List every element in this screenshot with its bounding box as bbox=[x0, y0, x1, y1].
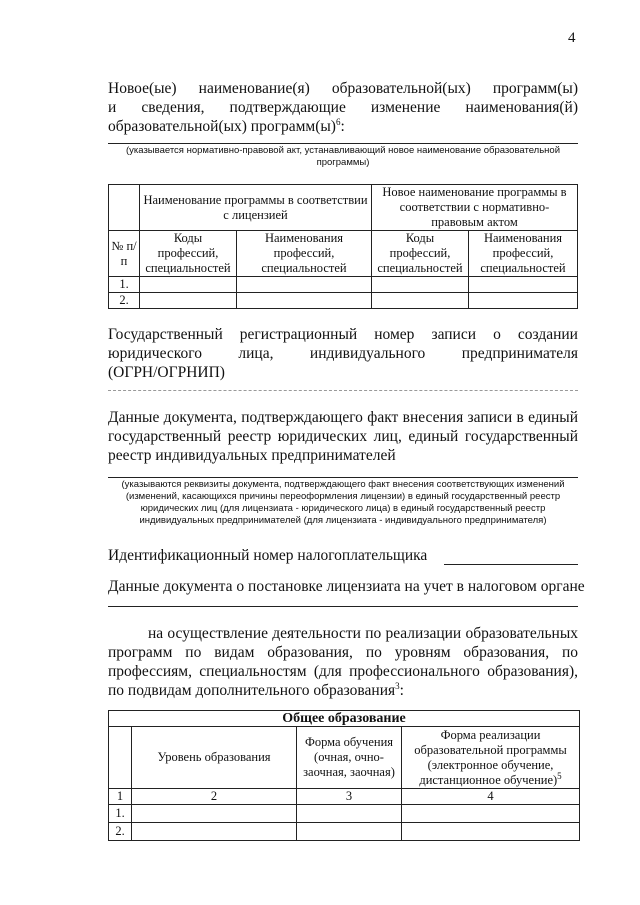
activity-text: на осуществление деятельности по реализации образовательных программ по видам образования, по уровням образования, по профессиям, специальностям (для профессионального образования), по подвидам дополнительного образования bbox=[108, 625, 578, 699]
heading-line-3 bbox=[108, 117, 578, 136]
word: сведения, bbox=[141, 99, 205, 116]
col-implementation-text: Форма реализации образовательной программы (электронное обучение, дистанционное обучение) bbox=[414, 727, 567, 787]
word: изменение bbox=[370, 99, 441, 116]
program-names-table bbox=[108, 184, 578, 309]
tax-input-line[interactable] bbox=[108, 606, 578, 607]
table-title: Общее образование bbox=[109, 711, 580, 727]
table-row bbox=[109, 293, 578, 309]
word: предпринимателя bbox=[461, 345, 578, 362]
group-header-new-name: Новое наименование программы в соответствии с нормативно-правовым актом bbox=[372, 185, 578, 231]
col-number: № п/п bbox=[109, 231, 140, 277]
table-cell[interactable] bbox=[237, 277, 372, 293]
table-cell[interactable] bbox=[372, 293, 469, 309]
col-num: 1 bbox=[109, 789, 132, 805]
col-level: Уровень образования bbox=[132, 727, 297, 789]
table-row bbox=[109, 823, 580, 841]
ogrn-heading bbox=[108, 325, 578, 382]
inn-label: Идентификационный номер налогоплательщика bbox=[108, 547, 428, 564]
word: программ(ы) bbox=[492, 80, 578, 97]
group-header-license: Наименование программы в соответствии с лицензией bbox=[140, 185, 372, 231]
punct: : bbox=[399, 682, 404, 699]
word: наименования(й) bbox=[465, 99, 578, 116]
col-study-form: Форма обучения (очная, очно-заочная, заочная) bbox=[297, 727, 402, 789]
table-cell[interactable] bbox=[402, 823, 580, 841]
table-cell[interactable] bbox=[372, 277, 469, 293]
word: Новое(ые) bbox=[108, 80, 177, 97]
row-number: 1. bbox=[109, 805, 132, 823]
note-normative-act: (указывается нормативно-правовой акт, устанавливающий новое наименование образовательной программы) bbox=[125, 145, 561, 168]
table-cell[interactable] bbox=[140, 277, 237, 293]
word: номер bbox=[374, 326, 415, 343]
col-implementation-form bbox=[402, 727, 580, 789]
new-program-names-heading bbox=[108, 79, 578, 136]
table-row bbox=[109, 277, 578, 293]
col-codes-license: Коды профессий, специальностей bbox=[140, 231, 237, 277]
ogrn-line-3: (ОГРН/ОГРНИП) bbox=[108, 364, 225, 381]
word: и bbox=[108, 99, 117, 116]
word: образовательной(ых) bbox=[331, 80, 471, 97]
table-cell[interactable] bbox=[132, 823, 297, 841]
table-cell[interactable] bbox=[297, 823, 402, 841]
word: наименование(я) bbox=[198, 80, 310, 97]
table-cell[interactable] bbox=[297, 805, 402, 823]
table-cell[interactable] bbox=[469, 277, 578, 293]
ogrn-line-2 bbox=[108, 344, 578, 363]
column-number-row bbox=[109, 789, 580, 805]
table-cell[interactable] bbox=[469, 293, 578, 309]
inn-input-line[interactable] bbox=[444, 564, 578, 565]
table-cell[interactable] bbox=[237, 293, 372, 309]
word: лица, bbox=[238, 345, 274, 362]
word: образовательной(ых) программ(ы) bbox=[108, 118, 336, 135]
ogrn-input-line[interactable] bbox=[108, 390, 578, 391]
page-number: 4 bbox=[568, 30, 576, 46]
table-cell[interactable] bbox=[132, 805, 297, 823]
col-num: 2 bbox=[132, 789, 297, 805]
col-names-license: Наименования профессий, специальностей bbox=[237, 231, 372, 277]
general-education-table bbox=[108, 710, 580, 841]
word: регистрационный bbox=[239, 326, 358, 343]
footnote-ref: 6 bbox=[335, 116, 341, 127]
heading-line-2 bbox=[108, 98, 578, 117]
word: юридического bbox=[108, 345, 202, 362]
row-number: 2. bbox=[109, 823, 132, 841]
empty-cell bbox=[109, 185, 140, 231]
col-codes-new: Коды профессий, специальностей bbox=[372, 231, 469, 277]
table-cell[interactable] bbox=[140, 293, 237, 309]
table-row bbox=[109, 805, 580, 823]
ogrn-line-1 bbox=[108, 325, 578, 344]
word: подтверждающие bbox=[229, 99, 346, 116]
word: записи bbox=[431, 326, 477, 343]
activity-description bbox=[108, 624, 578, 700]
table-cell[interactable] bbox=[402, 805, 580, 823]
col-num: 4 bbox=[402, 789, 580, 805]
registry-input-line[interactable] bbox=[108, 477, 578, 478]
word: Государственный bbox=[108, 326, 223, 343]
punct: : bbox=[340, 118, 345, 135]
word: индивидуального bbox=[309, 345, 426, 362]
row-number: 1. bbox=[109, 277, 140, 293]
row-number: 2. bbox=[109, 293, 140, 309]
note-registry-document: (указываются реквизиты документа, подтверждающего факт внесения соответствующих изменений (изменений, касающихся причины переоформления лицензии) в единый государственный реестр юридических лиц (для лицензиата - юридического лица) в единый государственный реестр индивидуальных предпринимателей (для лицензиата - индивидуального предпринимателя) bbox=[121, 479, 565, 526]
col-names-new: Наименования профессий, специальностей bbox=[469, 231, 578, 277]
word: о bbox=[493, 326, 501, 343]
word: создании bbox=[517, 326, 578, 343]
tax-registration-label: Данные документа о постановке лицензиата на учет в налоговом органе bbox=[108, 578, 585, 595]
footnote-ref: 3 bbox=[395, 680, 400, 691]
registry-document-text: Данные документа, подтверждающего факт внесения записи в единый государственный реестр юридических лиц, единый государственный реестр индивидуальных предпринимателей bbox=[108, 409, 578, 464]
heading-line-1 bbox=[108, 79, 578, 98]
col-num: 3 bbox=[297, 789, 402, 805]
footnote-ref: 5 bbox=[557, 770, 562, 781]
empty-cell bbox=[109, 727, 132, 789]
input-line[interactable] bbox=[108, 143, 578, 144]
